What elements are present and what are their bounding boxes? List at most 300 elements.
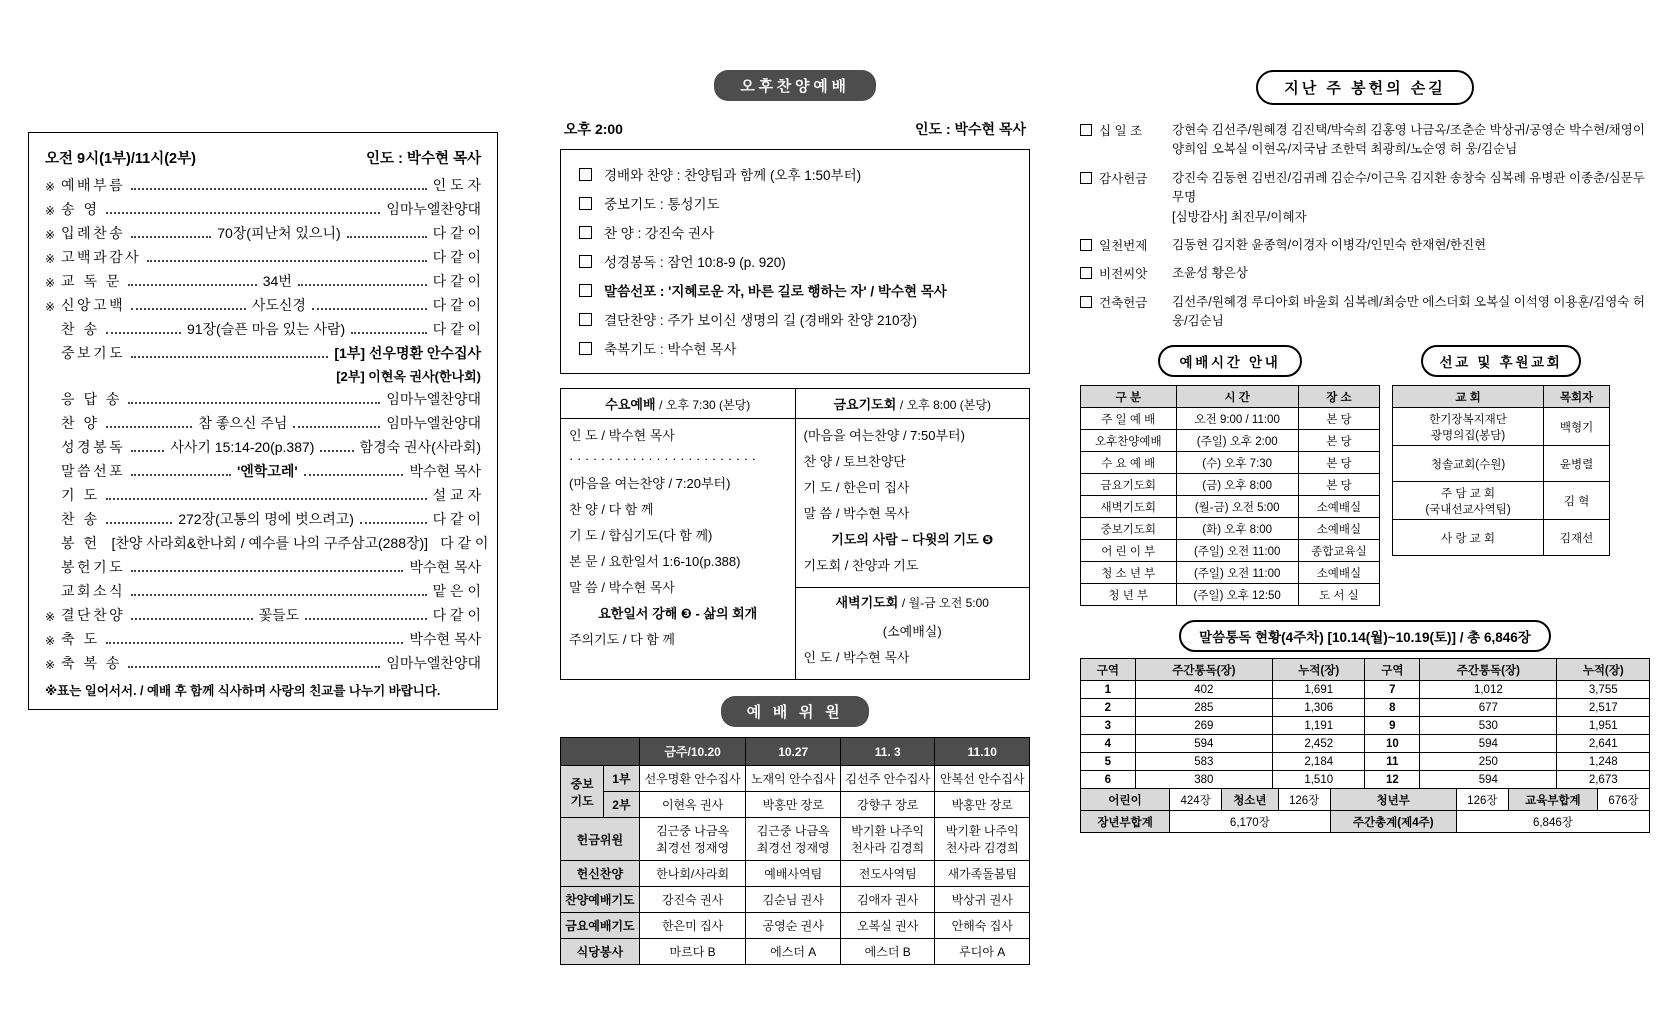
table-row: [1081, 430, 1380, 452]
order-detail: 사사기 15:14-20(p.387): [170, 439, 315, 455]
mission-cell: 윤병렬: [1544, 446, 1610, 482]
table-row: [561, 766, 1030, 792]
afternoon-item-label: 중보기도 : 통성기도: [604, 197, 720, 212]
staff-col-header: 11. 3: [840, 738, 935, 766]
afternoon-service-panel: [560, 70, 1030, 965]
offering-names: 조윤성 황은상: [1172, 266, 1248, 281]
table-row: [1081, 771, 1650, 789]
order-row: [45, 273, 481, 291]
service-footnote: ※표는 일어서서. / 예배 후 함께 식사하며 사랑의 친교를 나누기 바랍니다.: [45, 683, 441, 698]
order-label: 교 독 문: [61, 273, 122, 289]
table-row: [561, 792, 1030, 818]
dot-leader: [128, 402, 380, 404]
service-time: 오전 9시(1부)/11시(2부): [45, 151, 196, 167]
staff-cell: 김순님 권사: [746, 887, 841, 913]
service-line: (마음을 여는찬양 / 7:50부터): [803, 428, 965, 443]
order-detail: 사도신경: [251, 297, 306, 313]
dot-leader: [106, 212, 381, 214]
schedule-cell: 소예배실: [1298, 496, 1379, 518]
afternoon-item-label: 경배와 찬양 : 찬양팀과 함께 (오후 1:50부터): [604, 168, 862, 183]
dot-leader: [131, 356, 328, 358]
staff-row-label: 금요예배기도: [561, 913, 640, 939]
reading-cell: 2,673: [1557, 771, 1650, 789]
afternoon-item: [579, 280, 1011, 300]
order-person: 함경숙 권사(사라회): [359, 439, 481, 455]
order-person: 임마누엘찬양대: [386, 201, 481, 217]
service-line: 기도의 사람 – 다윗의 기도 ❺: [831, 532, 994, 547]
schedule-mission-row: [1080, 345, 1650, 606]
reading-cell: 9: [1365, 717, 1420, 735]
afternoon-item: [579, 193, 1011, 213]
staff-cell: 강향구 장로: [840, 792, 935, 818]
reading-summary-value: 424장: [1170, 789, 1222, 811]
offering-title-wrap: [1080, 70, 1650, 105]
order-person: 다 같 이: [432, 297, 481, 313]
fri-order-cell: [795, 419, 1030, 680]
reading-cell: 1,306: [1272, 699, 1365, 717]
reading-cell: 285: [1135, 699, 1272, 717]
dawn-header: [796, 587, 1030, 615]
dot-leader: [305, 618, 426, 620]
reading-cell: 594: [1420, 735, 1557, 753]
dot-leader: [106, 426, 193, 428]
checkbox-icon: [1080, 239, 1092, 251]
order-label: 찬 송: [61, 321, 100, 337]
staff-cell: 에스더 A: [746, 939, 841, 965]
order-label: 예배부름: [61, 177, 126, 193]
worship-staff-table: [560, 737, 1030, 965]
reading-col-header: 주간통독(장): [1135, 659, 1272, 681]
service-line: 찬 양 / 다 함 께: [569, 502, 654, 517]
afternoon-items-box: [560, 149, 1030, 374]
reading-cell: 8: [1365, 699, 1420, 717]
order-label: 결단찬양: [61, 607, 126, 623]
service-line: 주의기도 / 다 함 께: [569, 632, 675, 647]
afternoon-time: 오후 2:00: [564, 121, 623, 137]
order-person: 박수현 목사: [409, 559, 481, 575]
order-row: [45, 391, 481, 409]
mission-title-wrap: [1392, 345, 1610, 377]
mission-title: 선교 및 후원교회: [1421, 345, 1580, 377]
wed-subtitle: / 오후 7:30 (본당): [659, 398, 751, 412]
reading-cell: 594: [1135, 735, 1272, 753]
afternoon-item: [579, 309, 1011, 329]
order-label: 응 답 송: [61, 391, 122, 407]
offering-label: 감사헌금: [1080, 169, 1172, 227]
reading-cell: 3,755: [1557, 681, 1650, 699]
mission-cell: 백형기: [1544, 408, 1610, 446]
dot-leader: [304, 474, 404, 476]
service-line: 인 도 / 박수현 목사: [803, 650, 910, 665]
morning-service-box: [28, 132, 498, 710]
order-row: [45, 511, 481, 529]
order-row: [45, 583, 481, 601]
service-line: 찬 양 / 토브찬양단: [803, 454, 906, 469]
afternoon-item-label: 찬 양 : 강진숙 권사: [604, 226, 715, 241]
order-person: 다 같 이: [440, 535, 489, 551]
schedule-table: [1080, 385, 1380, 606]
reading-title: 말씀통독 현황(4주차) [10.14(월)~10.19(토)] / 총 6,846장: [1179, 620, 1551, 652]
schedule-cell: (금) 오후 8:00: [1176, 474, 1298, 496]
table-row: [1081, 584, 1380, 606]
offering-names: 강진숙 김동현 김번진/김귀례 김순수/이근욱 김지환 송창숙 심복례 유병관 이종춘/심문두 무명 [심방감사] 최진무/이혜자: [1172, 170, 1645, 224]
reading-col-header: 누적(장): [1272, 659, 1365, 681]
order-label: 신앙고백: [61, 297, 126, 313]
mission-cell: 한기장복지재단 광명의집(봉담): [1393, 408, 1544, 446]
afternoon-items-list: [579, 164, 1011, 358]
order-row: [45, 487, 481, 505]
reading-cell: 269: [1135, 717, 1272, 735]
order-label: 입례찬송: [61, 225, 126, 241]
table-row: [1081, 753, 1650, 771]
reading-cell: 2,452: [1272, 735, 1365, 753]
schedule-cell: (주일) 오후 12:50: [1176, 584, 1298, 606]
schedule-cell: 본 당: [1298, 408, 1379, 430]
order-person: 맡 은 이: [432, 583, 481, 599]
afternoon-title-wrap: [560, 70, 1030, 101]
asterisk-marker: ※: [45, 633, 56, 648]
dot-leader: [131, 188, 426, 190]
reading-summary-value: 6,170장: [1170, 811, 1330, 833]
reading-cell: 12: [1365, 771, 1420, 789]
asterisk-marker: ※: [45, 609, 56, 624]
order-row: [45, 177, 481, 195]
schedule-cell: 어 린 이 부: [1081, 540, 1177, 562]
schedule-col-header: 구 분: [1081, 386, 1177, 408]
schedule-cell: (주일) 오전 11:00: [1176, 540, 1298, 562]
dot-leader: [347, 236, 427, 238]
reading-table: [1080, 658, 1650, 789]
staff-cell: 박홍만 장로: [935, 792, 1030, 818]
staff-row-label: 찬양예배기도: [561, 887, 640, 913]
staff-cell: 선우명환 안수집사: [639, 766, 746, 792]
order-person: 다 같 이: [432, 321, 482, 337]
table-row: [1081, 496, 1380, 518]
staff-cell: 에스더 B: [840, 939, 935, 965]
reading-col-header: 구역: [1081, 659, 1136, 681]
staff-row-label: 식당봉사: [561, 939, 640, 965]
service-line: 기 도 / 한은미 집사: [803, 480, 910, 495]
reading-summary-label: 청소년: [1222, 789, 1278, 811]
dot-leader: [106, 498, 427, 500]
reading-cell: 2,641: [1557, 735, 1650, 753]
checkbox-icon: [1080, 124, 1092, 136]
reading-summary-table: [1080, 788, 1650, 833]
order-row: [45, 415, 481, 433]
checkbox-icon: [579, 313, 592, 326]
order-row: [45, 297, 481, 315]
reading-cell: 530: [1420, 717, 1557, 735]
order-person: 다 같 이: [432, 225, 482, 241]
offering-label: 비전씨앗: [1080, 264, 1172, 283]
schedule-cell: 금요기도회: [1081, 474, 1177, 496]
order-detail: [찬양 사라회&한나회 / 예수를 나의 구주삼고(288장)]: [111, 535, 429, 551]
order-row: [45, 439, 481, 457]
dot-leader: [131, 474, 231, 476]
staff-row-sublabel: 1부: [604, 766, 640, 792]
staff-cell: 안복선 안수집사: [935, 766, 1030, 792]
asterisk-marker: ※: [45, 299, 56, 314]
reading-col-header: 주간통독(장): [1420, 659, 1557, 681]
table-row: [1393, 482, 1610, 520]
order-person: 다 같 이: [432, 607, 481, 623]
dot-leader: [131, 308, 246, 310]
order-detail: 70장(피난처 있으니): [217, 225, 341, 241]
staff-cell: 박홍만 장로: [746, 792, 841, 818]
afternoon-item: [579, 338, 1011, 358]
staff-row-label: 헌금위원: [561, 818, 640, 861]
staff-row-label: 중보 기도: [561, 766, 604, 818]
mission-col-header: 목회자: [1544, 386, 1610, 408]
staff-cell: 강진숙 권사: [639, 887, 746, 913]
order-detail: 34번: [262, 273, 292, 289]
order-label: 말씀선포: [61, 463, 126, 479]
table-row: [561, 939, 1030, 965]
dot-leader: [131, 570, 403, 572]
fri-title: 금요기도회: [833, 397, 897, 412]
order-detail: 참 좋으신 주님: [198, 415, 288, 431]
dot-leader: [106, 642, 404, 644]
asterisk-marker: ※: [45, 179, 56, 194]
staff-row-sublabel: 2부: [604, 792, 640, 818]
reading-cell: 2,517: [1557, 699, 1650, 717]
order-row: [45, 463, 481, 481]
schedule-cell: (주일) 오전 11:00: [1176, 562, 1298, 584]
schedule-cell: (수) 오후 7:30: [1176, 452, 1298, 474]
mission-block: [1392, 345, 1610, 606]
dot-leader: [106, 332, 181, 334]
order-row: [45, 631, 481, 649]
staff-cell: 김애자 권사: [840, 887, 935, 913]
dot-leader: [128, 666, 380, 668]
reading-summary-value: 676장: [1597, 789, 1649, 811]
staff-col-header: 10.27: [746, 738, 841, 766]
fri-subtitle: / 오후 8:00 (본당): [899, 398, 991, 412]
order-label: 축 도: [61, 631, 100, 647]
offering-names: 김선주/원혜경 루디아회 바울회 심복례/최승만 에스더회 오복실 이석영 이용훈/김영숙 허 웅/김순님: [1172, 294, 1645, 328]
schedule-cell: 종합교육실: [1298, 540, 1379, 562]
reading-cell: 11: [1365, 753, 1420, 771]
table-row: [1393, 446, 1610, 482]
service-line: 기 도 / 합심기도(다 함 께): [569, 528, 713, 543]
reading-cell: 250: [1420, 753, 1557, 771]
staff-cell: 박상귀 권사: [935, 887, 1030, 913]
table-row: [1081, 518, 1380, 540]
staff-cell: 박기환 나주익 천사라 김경희: [840, 818, 935, 861]
staff-cell: 박기환 나주익 천사라 김경희: [935, 818, 1030, 861]
checkbox-icon: [1080, 267, 1092, 279]
order-person: 다 같 이: [432, 511, 481, 527]
reading-cell: 6: [1081, 771, 1136, 789]
staff-cell: 김선주 안수집사: [840, 766, 935, 792]
dot-leader: [293, 426, 380, 428]
reading-cell: 1,191: [1272, 717, 1365, 735]
schedule-cell: (주일) 오후 2:00: [1176, 430, 1298, 452]
staff-cell: 이현옥 권사: [639, 792, 746, 818]
order-label: 봉 헌: [61, 535, 100, 551]
schedule-title: 예배시간 안내: [1158, 345, 1303, 377]
mission-col-header: 교 회: [1393, 386, 1544, 408]
table-row: [1081, 408, 1380, 430]
order-row: [45, 607, 481, 625]
offering-row: [1080, 264, 1650, 283]
staff-cell: 김근중 나금옥 최경선 정재영: [639, 818, 746, 861]
dot-leader: [360, 522, 427, 524]
staff-cell: 김근중 나금옥 최경선 정재영: [746, 818, 841, 861]
table-row: [1081, 717, 1650, 735]
wed-title: 수요예배: [605, 397, 656, 412]
afternoon-item: [579, 251, 1011, 271]
service-line: 말 씀 / 박수현 목사: [569, 580, 675, 595]
order-of-service-list: [45, 177, 489, 673]
order-label: 기 도: [61, 487, 100, 503]
offering-row: [1080, 169, 1650, 227]
service-line: 인 도 / 박수현 목사: [569, 428, 675, 443]
offering-row: [1080, 236, 1650, 255]
order-person: 다 같 이: [432, 273, 482, 289]
reading-cell: 2,184: [1272, 753, 1365, 771]
order-person: 설 교 자: [432, 487, 481, 503]
schedule-cell: 소예배실: [1298, 518, 1379, 540]
table-row: [1081, 789, 1650, 811]
staff-col-header: 11.10: [935, 738, 1030, 766]
reading-summary-value: 126장: [1456, 789, 1508, 811]
service-line: · · · · · · · · · · · · · · · · · · · · · · · ·: [569, 451, 756, 466]
order-person: 인 도 자: [432, 177, 481, 193]
reading-cell: 1: [1081, 681, 1136, 699]
reading-cell: 2: [1081, 699, 1136, 717]
service-line: 요한일서 강해 ❸ - 삶의 회개: [598, 606, 758, 621]
order-row: [45, 201, 481, 219]
asterisk-marker: ※: [45, 227, 56, 242]
order-row: [45, 345, 481, 363]
reading-cell: 594: [1420, 771, 1557, 789]
checkbox-icon: [579, 168, 592, 181]
dot-leader: [312, 308, 427, 310]
checkbox-icon: [579, 197, 592, 210]
service-line: 기도회 / 찬양과 기도: [803, 558, 919, 573]
reading-cell: 3: [1081, 717, 1136, 735]
order-label: 교회소식: [61, 583, 126, 599]
offering-label: 건축헌금: [1080, 293, 1172, 332]
order-label: 고백과감사: [61, 249, 142, 265]
order-person: 박수현 목사: [409, 463, 481, 479]
table-row: [1081, 735, 1650, 753]
table-row: [1081, 681, 1650, 699]
order-person: 임마누엘찬양대: [386, 415, 482, 431]
dot-leader: [147, 260, 426, 262]
order-row: [45, 559, 481, 577]
service-line: (소예배실): [882, 624, 942, 639]
dot-leader: [131, 236, 211, 238]
reading-summary-value: 126장: [1278, 789, 1330, 811]
mission-table: [1392, 385, 1610, 556]
weekly-services-table: [560, 388, 1030, 680]
reading-col-header: 누적(장): [1557, 659, 1650, 681]
reading-cell: 7: [1365, 681, 1420, 699]
dot-leader: [298, 284, 427, 286]
order-label: 축 복 송: [61, 655, 122, 671]
table-row: [561, 913, 1030, 939]
asterisk-marker: ※: [45, 203, 56, 218]
offering-names: 김동현 김지환 윤종혁/이경자 이병각/인민숙 한재현/한진현: [1172, 237, 1487, 252]
dawn-title: 새벽기도회: [835, 595, 899, 610]
afternoon-item: [579, 222, 1011, 242]
morning-service-header: [45, 147, 481, 168]
order-row: [45, 655, 481, 673]
staff-cell: 한은미 집사: [639, 913, 746, 939]
reading-cell: 677: [1420, 699, 1557, 717]
order-person: [1부] 선우명환 안수집사: [334, 345, 481, 361]
staff-cell: 노재익 안수집사: [746, 766, 841, 792]
schedule-col-header: 장 소: [1298, 386, 1379, 408]
table-row: [561, 818, 1030, 861]
schedule-cell: 본 당: [1298, 430, 1379, 452]
table-row: [561, 861, 1030, 887]
reading-cell: 402: [1135, 681, 1272, 699]
reading-cell: 1,012: [1420, 681, 1557, 699]
schedule-cell: 소예배실: [1298, 562, 1379, 584]
schedule-col-header: 시 간: [1176, 386, 1298, 408]
dot-leader: [106, 522, 173, 524]
staff-col-header: 금주/10.20: [639, 738, 746, 766]
order-label: 중보기도: [61, 345, 126, 361]
staff-cell: 새가족돌봄팀: [935, 861, 1030, 887]
reading-summary-label: 청년부: [1330, 789, 1456, 811]
order-label: 송 영: [61, 201, 100, 217]
afternoon-item-label: 성경봉독 : 잠언 10:8-9 (p. 920): [604, 255, 786, 270]
checkbox-icon: [1080, 296, 1092, 308]
table-row: [1081, 474, 1380, 496]
wed-order-cell: [561, 419, 796, 680]
mission-cell: 김재선: [1544, 520, 1610, 556]
reading-cell: 5: [1081, 753, 1136, 771]
schedule-cell: 오후찬양예배: [1081, 430, 1177, 452]
order-label: 봉헌기도: [61, 559, 126, 575]
staff-cell: 전도사역팀: [840, 861, 935, 887]
schedule-cell: (월-금) 오전 5:00: [1176, 496, 1298, 518]
checkbox-icon: [579, 226, 592, 239]
order-subnote: [2부] 이현옥 권사(한나회): [336, 369, 481, 384]
reading-col-header: 구역: [1365, 659, 1420, 681]
schedule-cell: 본 당: [1298, 452, 1379, 474]
order-row: [45, 535, 489, 553]
checkbox-icon: [579, 342, 592, 355]
right-panel: [1080, 70, 1650, 833]
order-person: 임마누엘찬양대: [386, 391, 481, 407]
staff-title-wrap: [560, 696, 1030, 727]
reading-summary-label: 주간총계(제4주): [1330, 811, 1456, 833]
dot-leader: [131, 450, 164, 452]
order-person: 임마누엘찬양대: [386, 655, 481, 671]
offering-label: 십 일 조: [1080, 121, 1172, 160]
schedule-cell: (화) 오후 8:00: [1176, 518, 1298, 540]
mission-cell: 사 랑 교 회: [1393, 520, 1544, 556]
dot-leader: [128, 284, 257, 286]
reading-summary-value: 6,846장: [1456, 811, 1649, 833]
checkbox-icon: [579, 255, 592, 268]
order-person: 박수현 목사: [409, 631, 481, 647]
reading-cell: 1,248: [1557, 753, 1650, 771]
schedule-cell: 도 서 실: [1298, 584, 1379, 606]
staff-row-label: 헌신찬양: [561, 861, 640, 887]
service-line: (마음을 여는찬양 / 7:20부터): [569, 476, 731, 491]
reading-summary-label: 교육부합계: [1508, 789, 1597, 811]
order-detail: 꽃들도: [258, 607, 300, 623]
reading-cell: 1,691: [1272, 681, 1365, 699]
staff-cell: 오복실 권사: [840, 913, 935, 939]
schedule-cell: 주 일 예 배: [1081, 408, 1177, 430]
